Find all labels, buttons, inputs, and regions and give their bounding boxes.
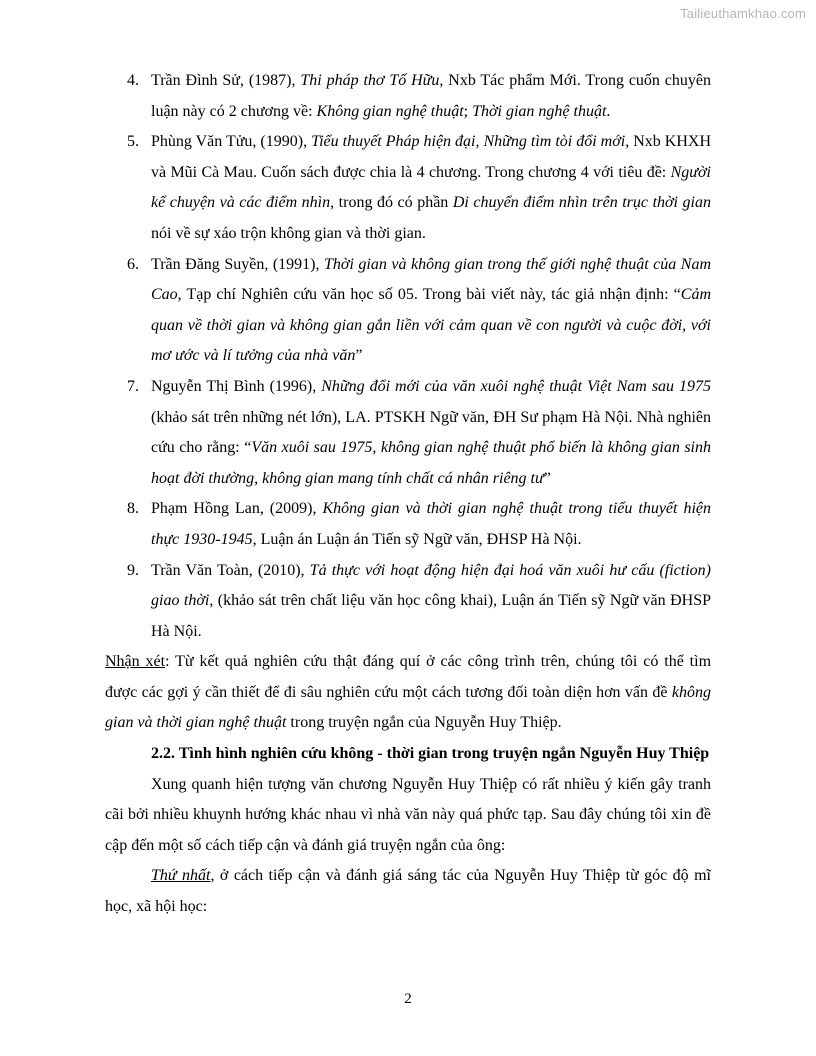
page-number: 2 (404, 991, 412, 1007)
reference-text: Phạm Hồng Lan, (2009), (151, 500, 323, 518)
reference-italic-text: Tả thực với hoạt động hiện đại hoá văn xuôi hư cấu (fiction) giao thời (151, 561, 711, 610)
reference-item (105, 372, 711, 494)
remark-paragraph (105, 647, 711, 739)
reference-number: 8. (127, 500, 139, 518)
remark-label: Nhận xét (105, 653, 166, 671)
remark-text-1: : Từ kết quả nghiên cứu thật đáng quí ở các công trình trên, chúng tôi có thể tìm được các gợi ý cần thiết để đi sâu nghiên cứu một cách tương đối toàn diện hơn vấn đề (105, 653, 712, 701)
reference-italic-text: Di chuyển điểm nhìn trên trục thời gian (452, 194, 711, 212)
reference-text: , trong đó có phần (330, 194, 453, 212)
paragraph-1: Xung quanh hiện tượng văn chương Nguyễn Huy Thiệp có rất nhiều ý kiến gây tranh cãi bởi nhiều khuynh hướng khác nhau vì nhà văn này quá phức tạp. Sau đây chúng tôi xin đề cập đến một số cách tiếp cận và đánh giá truyện ngắn của ông: (105, 775, 711, 854)
reference-item (105, 250, 711, 372)
document-body (105, 66, 711, 923)
reference-italic-text: Tiểu thuyết Pháp hiện đại, Những tìm tòi đổi mới (311, 133, 626, 151)
reference-number: 4. (127, 72, 139, 89)
reference-text: ; (463, 102, 473, 120)
reference-text: nói về sự xáo trộn không gian và thời gian. (151, 224, 426, 242)
reference-item (105, 127, 711, 249)
section-heading: 2.2. Tình hình nghiên cứu không - thời gian trong truyện ngắn Nguyễn Huy Thiệp (151, 745, 710, 763)
reference-italic-text: Văn xuôi sau 1975, không gian nghệ thuật phổ biến là không gian sinh hoạt đời thường, không gian mang tính chất cá nhân riêng tư (151, 439, 711, 487)
reference-text: . (606, 102, 611, 120)
reference-number: 7. (127, 377, 139, 395)
reference-italic-text: Thời gian và không gian trong thế giới nghệ thuật của Nam Cao (151, 255, 712, 304)
reference-item (105, 66, 711, 127)
reference-text: Trần Đăng Suyền, (1991), (151, 255, 325, 273)
reference-number: 5. (127, 133, 139, 151)
reference-text: , Luận án Luận án Tiến sỹ Ngữ văn, ĐHSP Hà Nội. (252, 530, 582, 548)
reference-text: , (khảo sát trên chất liệu văn học công khai), Luận án Tiến sỹ Ngữ văn ĐHSP Hà Nội. (151, 592, 711, 640)
reference-list (105, 66, 711, 647)
reference-italic-text: Thời gian nghệ thuật (472, 102, 607, 120)
reference-number: 6. (127, 255, 139, 273)
reference-text: Trần Đình Sử, (1987), (151, 72, 301, 89)
reference-text: ” (543, 469, 551, 487)
reference-number: 9. (127, 561, 139, 579)
paragraph-2-label: Thứ nhất (151, 867, 211, 885)
reference-italic-text: Những đổi mới của văn xuôi nghệ thuật Việt Nam sau 1975 (321, 377, 712, 395)
reference-italic-text: Người kể chuyện và các điểm nhìn (151, 163, 711, 212)
reference-text: (khảo sát trên những nét lớn), LA. PTSKH Ngữ văn, ĐH Sư phạm Hà Nội. Nhà nghiên cứu cho rằng: “ (151, 408, 711, 457)
reference-text: Phùng Văn Tửu, (1990), (151, 133, 312, 151)
reference-item (105, 494, 711, 555)
remark-text-2: trong truyện ngắn của Nguyễn Huy Thiệp. (286, 714, 562, 732)
reference-text: ” (355, 347, 363, 365)
reference-italic-text: Không gian và thời gian nghệ thuật trong tiểu thuyết hiện thực 1930-1945 (151, 500, 711, 548)
reference-italic-text: Thi pháp thơ Tố Hữu (300, 72, 440, 89)
reference-text: , Tạp chí Nghiên cứu văn học số 05. Trong bài viết này, tác giả nhận định: “ (177, 286, 681, 304)
reference-italic-text: Không gian nghệ thuật (316, 102, 464, 120)
remark-italic: không gian và thời gian nghệ thuật (105, 683, 711, 732)
reference-text: , Nxb KHXH và Mũi Cà Mau. Cuốn sách được chia là 4 chương. Trong chương 4 với tiêu đề: (151, 133, 711, 181)
paragraph-2-text: , ở cách tiếp cận và đánh giá sáng tác của Nguyễn Huy Thiệp từ góc độ mĩ học, xã hội học: (105, 867, 711, 916)
reference-text: Nguyễn Thị Bình (1996), (151, 377, 322, 395)
reference-italic-text: Cảm quan về thời gian và không gian gắn liền với cảm quan về con người và cuộc đời, với mơ ước và lí tưởng của nhà văn (151, 286, 711, 365)
reference-text: , Nxb Tác phẩm Mới. Trong cuốn chuyên luận này có 2 chương về: (151, 72, 711, 120)
reference-item (105, 556, 711, 648)
reference-text: Trần Văn Toàn, (2010), (151, 561, 310, 579)
paragraph-2 (105, 861, 711, 922)
watermark: Tailieuthamkhao.com (680, 6, 806, 21)
